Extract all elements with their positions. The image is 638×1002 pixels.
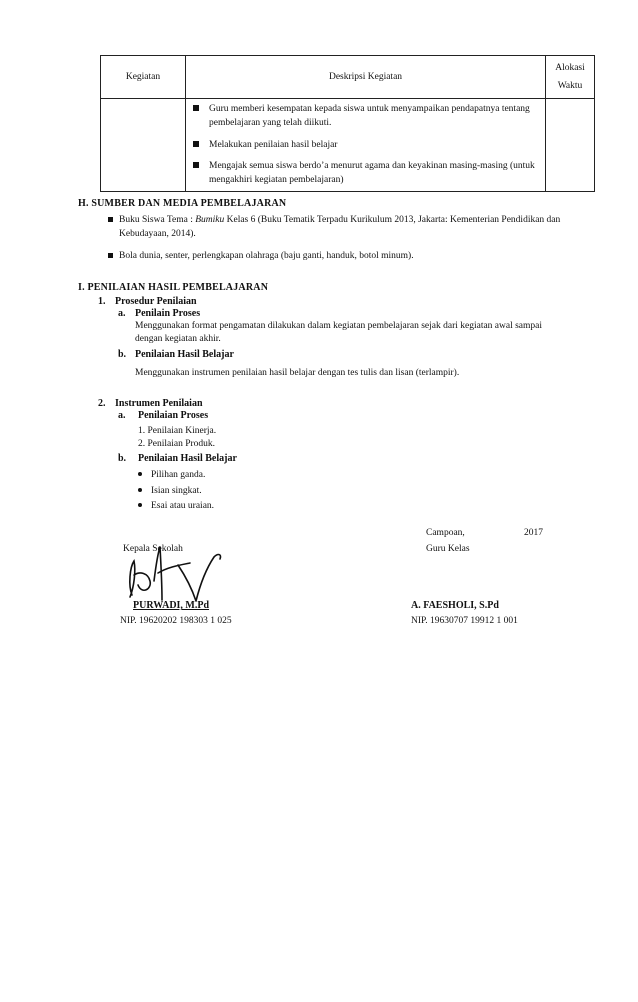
section-h-title: H. SUMBER DAN MEDIA PEMBELAJARAN [78,198,287,209]
list-item: Melakukan penilaian hasil belajar [187,138,544,152]
instrument-a-title: Penilaian Proses [138,410,209,421]
right-name: A. FAESHOLI, S.Pd [411,600,499,611]
signature-image [120,545,230,605]
bullet-icon [138,503,142,507]
procedure-number: 1. [98,296,106,307]
left-role: Kepala Sekolah [123,544,183,554]
section-h-list [105,213,565,263]
procedure-b-text: Menggunakan instrumen penilaian hasil belajar dengan tes tulis dan lisan (terlampir). [135,368,460,378]
instrument-b-letter: b. [118,453,127,464]
instrument-b-title: Penilaian Hasil Belajar [138,453,237,464]
instrument-number: 2. [98,398,106,409]
right-nip: NIP. 19630707 19912 1 001 [411,616,518,626]
list-item: Esai atau uraian. [138,499,214,515]
procedure-b-letter: b. [118,349,127,360]
instrument-title: Instrumen Penilaian [115,398,203,409]
list-item: Buku Siswa Tema : Bumiku Kelas 6 (Buku Tematik Terpadu Kurikulum 2013, Jakarta: Kementerian Pendidikan dan Kebudayaan, 2014). [105,213,565,242]
left-nip: NIP. 19620202 198303 1 025 [120,616,232,626]
cell-kegiatan [101,99,186,192]
cell-deskripsi [186,99,546,192]
header-alokasi: Alokasi Waktu [546,56,595,99]
section-i-title: I. PENILAIAN HASIL PEMBELAJARAN [78,282,269,293]
header-kegiatan: Kegiatan [101,56,186,99]
procedure-a-title: Penilain Proses [135,308,201,319]
activity-list [187,102,544,187]
list-item: Guru memberi kesempatan kepada siswa untuk menyampaikan pendapatnya tentang pembelajaran yang telah diikuti. [187,102,544,131]
procedure-a-text: Menggunakan format pengamatan dilakukan dalam kegiatan pembelajaran sejak dari kegiatan awal sampai dengan kegiatan akhir. [135,321,543,344]
header-deskripsi: Deskripsi Kegiatan [186,56,546,99]
sign-year: 2017 [524,528,543,538]
square-bullet-icon [193,141,199,147]
sign-place: Campoan, [426,528,465,538]
square-bullet-icon [193,105,199,111]
instrument-a-item: 2. Penilaian Produk. [138,439,216,449]
instrument-a-letter: a. [118,410,126,421]
procedure-a-letter: a. [118,308,126,319]
square-bullet-icon [193,162,199,168]
procedure-b-title: Penilaian Hasil Belajar [135,349,234,360]
left-name: PURWADI, M.Pd [133,600,210,611]
activity-table [100,55,595,192]
list-item: Isian singkat. [138,484,214,500]
instrument-b-list [138,468,214,515]
square-bullet-icon [108,253,113,258]
list-item: Mengajak semua siswa berdo’a menurut agama dan keyakinan masing-masing (untuk mengakhiri kegiatan pembelajaran) [187,159,544,188]
bullet-icon [138,488,142,492]
instrument-a-item: 1. Penilaian Kinerja. [138,426,217,436]
procedure-title: Prosedur Penilaian [115,296,197,307]
list-item: Bola dunia, senter, perlengkapan olahraga (baju ganti, handuk, botol minum). [105,249,565,263]
cell-alokasi [546,99,595,192]
right-role: Guru Kelas [426,544,470,554]
table-row [101,99,595,192]
list-item: Pilihan ganda. [138,468,214,484]
square-bullet-icon [108,217,113,222]
table-header-row [101,56,595,99]
bullet-icon [138,472,142,476]
